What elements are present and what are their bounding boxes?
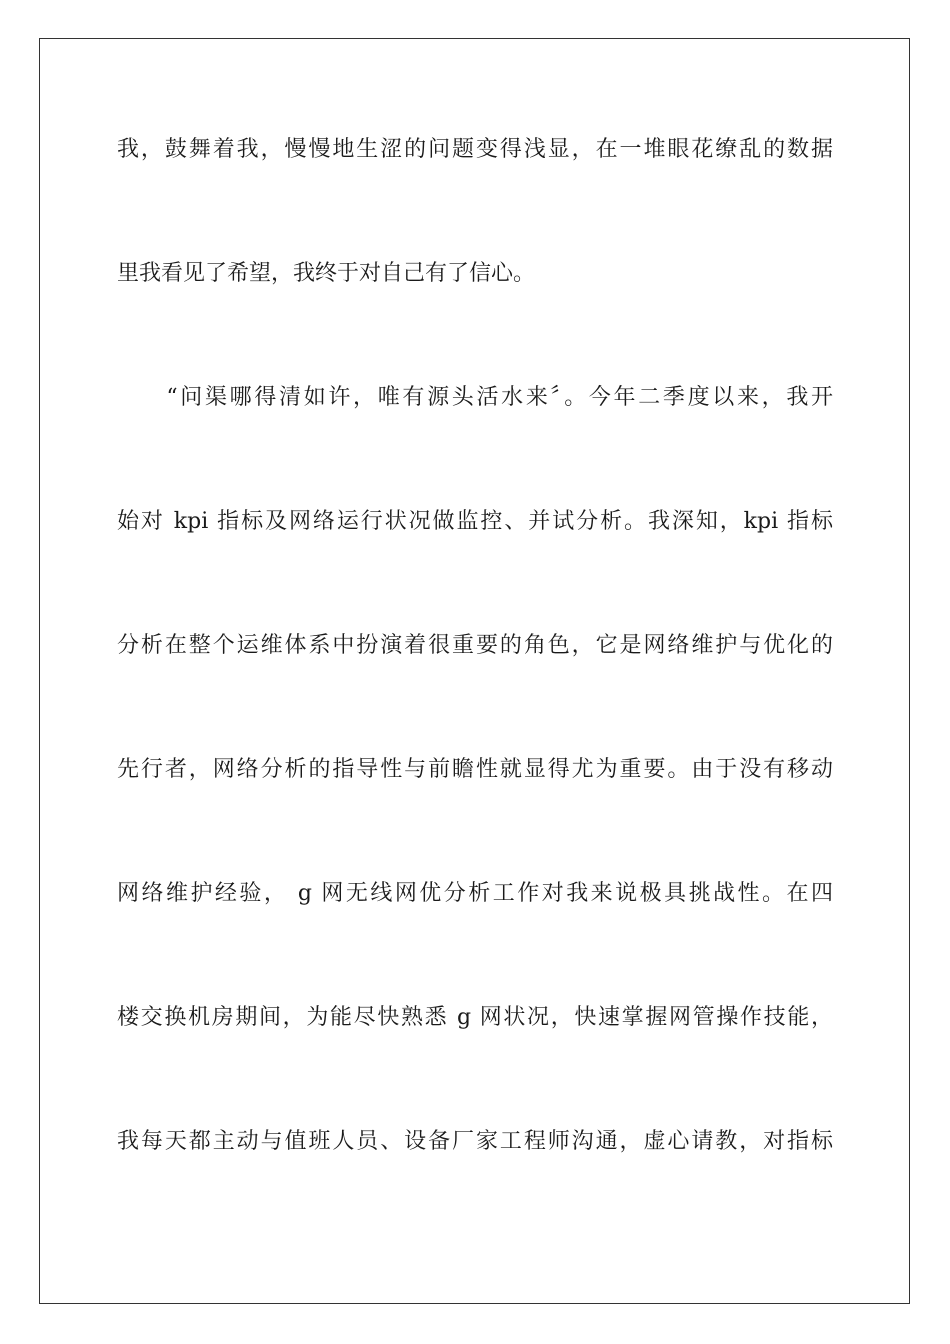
page-border	[39, 38, 910, 1304]
text-line-3: “问渠哪得清如许，唯有源头活水来〞。今年二季度以来，我开	[117, 385, 833, 410]
text-line-5: 分析在整个运维体系中扮演着很重要的角色，它是网络维护与优化的	[117, 633, 833, 658]
text-line-1: 我，鼓舞着我，慢慢地生涩的问题变得浅显，在一堆眼花缭乱的数据	[117, 137, 833, 162]
text-line-4: 始对 kpi 指标及网络运行状况做监控、并试分析。我深知，kpi 指标	[117, 509, 833, 534]
text-line-7: 网络维护经验， g 网无线网优分析工作对我来说极具挑战性。在四	[117, 881, 833, 906]
text-line-8: 楼交换机房期间，为能尽快熟悉 g 网状况，快速掌握网管操作技能，	[117, 1005, 833, 1030]
text-line-6: 先行者，网络分析的指导性与前瞻性就显得尤为重要。由于没有移动	[117, 757, 833, 782]
text-line-9: 我每天都主动与值班人员、设备厂家工程师沟通，虚心请教，对指标	[117, 1129, 833, 1154]
text-line-2: 里我看见了希望，我终于对自己有了信心。	[117, 261, 536, 286]
